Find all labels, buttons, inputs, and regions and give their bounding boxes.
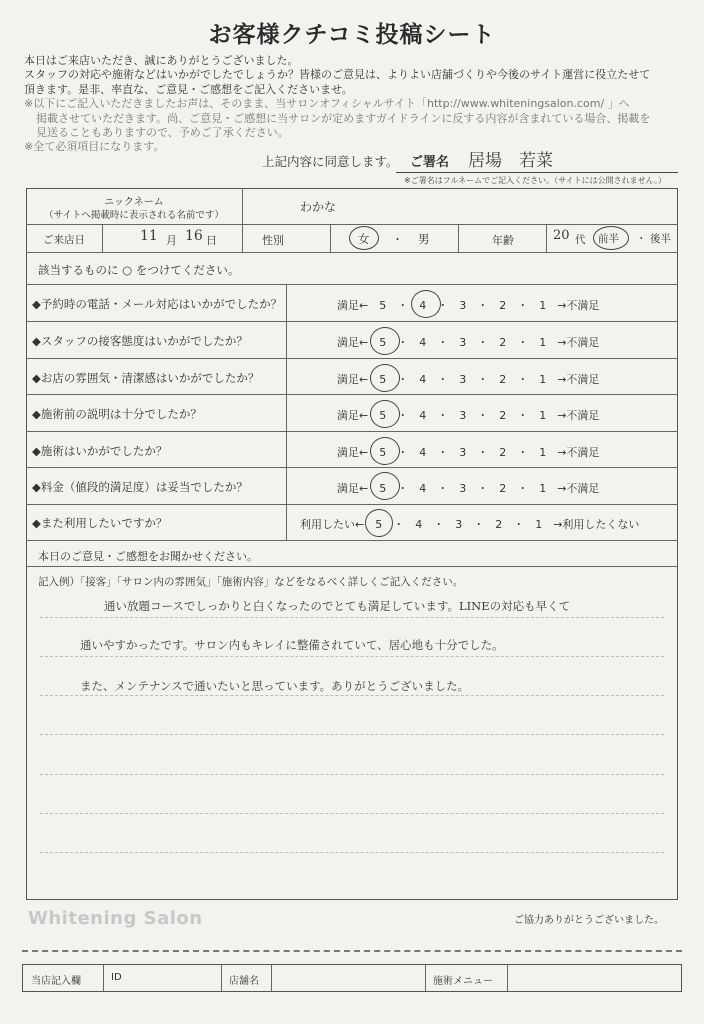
intro-note: 掲載させていただきます。尚、ご意見・ご感想に当サロンが定めますガイドラインに反する内容が含まれている場合、掲載を xyxy=(36,111,651,125)
gender-selected-circle xyxy=(349,226,379,250)
column-divider xyxy=(221,965,222,991)
intro-text xyxy=(24,54,684,155)
comment-line[interactable]: また、メンテナンスで通いたいと思っています。ありがとうございました。 xyxy=(80,679,470,693)
nickname-sublabel: （サイトへ掲載時に表示される名前です） xyxy=(44,210,224,221)
column-divider xyxy=(546,224,547,252)
row-divider xyxy=(26,284,678,285)
column-divider xyxy=(330,224,331,252)
rating-selected-circle xyxy=(365,509,393,537)
age-first-half-option[interactable]: 前半 xyxy=(598,233,619,245)
question-label: ◆施術はいかがでしたか？ xyxy=(32,444,168,458)
writing-line xyxy=(40,813,664,814)
row-divider xyxy=(26,252,678,253)
column-divider xyxy=(425,965,426,991)
column-divider xyxy=(458,224,459,252)
rating-selected-circle xyxy=(370,364,400,392)
signature-label: ご署名 xyxy=(410,155,450,170)
visit-month-field[interactable]: 11 xyxy=(140,228,158,244)
writing-line xyxy=(40,852,664,853)
id-label: ID xyxy=(111,972,122,983)
intro-note: 見送ることもありますので、予めご了承ください。 xyxy=(36,126,289,140)
writing-line xyxy=(40,695,664,696)
row-divider xyxy=(26,321,678,322)
rating-scale[interactable]: 満足← 5 ・ 4 ・ 3 ・ 2 ・ 1 →不満足 xyxy=(337,482,600,495)
column-divider xyxy=(103,965,104,991)
signature-field[interactable]: 居場 若菜 xyxy=(468,151,553,171)
rating-selected-circle xyxy=(370,437,400,465)
rating-scale[interactable]: 満足← 5 ・ 4 ・ 3 ・ 2 ・ 1 →不満足 xyxy=(337,446,600,459)
age-selected-circle xyxy=(593,226,629,250)
nickname-label: ニックネーム xyxy=(104,197,164,208)
question-label: ◆料金（値段的満足度）は妥当でしたか？ xyxy=(32,480,248,494)
rating-instruction: 該当するものに ○ をつけてください。 xyxy=(38,263,240,277)
row-divider xyxy=(26,540,678,541)
row-divider xyxy=(26,566,678,567)
rating-scale[interactable]: 利用したい← 5 ・ 4 ・ 3 ・ 2 ・ 1 →利用したくない xyxy=(300,518,640,531)
cut-line xyxy=(22,950,682,952)
rating-selected-circle xyxy=(411,290,441,318)
gender-label: 性別 xyxy=(262,234,284,247)
intro-note: ※全て必須項目になります。 xyxy=(24,140,165,154)
visit-date-label: ご来店日 xyxy=(43,234,85,246)
thanks-text: ご協力ありがとうございました。 xyxy=(514,915,664,926)
agreement-text: 上記内容に同意します。 xyxy=(262,154,399,169)
question-label: ◆お店の雰囲気・清潔感はいかがでしたか？ xyxy=(32,371,260,385)
column-divider xyxy=(286,284,287,540)
question-label: ◆スタッフの接客態度はいかがでしたか？ xyxy=(32,334,248,348)
gender-female-option[interactable]: 女 xyxy=(358,232,370,246)
store-use-box xyxy=(22,964,682,992)
day-unit: 日 xyxy=(206,234,217,247)
gender-male-option[interactable]: 男 xyxy=(418,232,430,246)
rating-scale[interactable]: 満足← 5 ・ 4 ・ 3 ・ 2 ・ 1 →不満足 xyxy=(337,373,600,386)
column-divider xyxy=(271,965,272,991)
age-field[interactable]: 20 xyxy=(553,228,570,243)
writing-line xyxy=(40,617,664,618)
store-name-label: 店舗名 xyxy=(229,976,259,987)
question-label: ◆施術前の説明は十分でしたか？ xyxy=(32,407,202,421)
treatment-menu-label: 施術メニュー xyxy=(433,976,493,987)
column-divider xyxy=(507,965,508,991)
age-label: 年齢 xyxy=(492,234,514,247)
comments-header: 本日のご意見・ご感想をお聞かせください。 xyxy=(38,550,258,563)
gender-separator: ・ xyxy=(392,233,403,246)
nickname-field[interactable]: わかな xyxy=(300,200,337,214)
rating-selected-circle xyxy=(370,472,400,500)
column-divider xyxy=(242,188,243,252)
visit-day-field[interactable]: 16 xyxy=(185,228,203,244)
month-unit: 月 xyxy=(166,234,177,247)
signature-note: ※ご署名はフルネームでご記入ください。（サイトには公開されません。） xyxy=(404,176,667,185)
survey-form xyxy=(26,188,678,900)
intro-line: 頂きます。是非、率直な、ご意見・ご感想をご記入くださいませ。 xyxy=(24,82,353,96)
rating-selected-circle xyxy=(370,400,400,428)
writing-line xyxy=(40,774,664,775)
rating-scale[interactable]: 満足← 5 ・ 4 ・ 3 ・ 2 ・ 1 →不満足 xyxy=(337,299,600,312)
row-divider xyxy=(26,394,678,395)
intro-line: スタッフの対応や施術などはいかがでしたでしょうか？皆様のご意見は、よりよい店舗づくりや今後のサイト運営に役立たせて xyxy=(24,68,651,82)
row-divider xyxy=(26,504,678,505)
comments-example: 記入例）「接客」「サロン内の雰囲気」「施術内容」などをなるべく詳しくご記入ください。 xyxy=(38,576,464,588)
row-divider xyxy=(26,224,678,225)
row-divider xyxy=(26,431,678,432)
sheet-title: お客様クチコミ投稿シート xyxy=(208,22,496,48)
rating-scale[interactable]: 満足← 5 ・ 4 ・ 3 ・ 2 ・ 1 →不満足 xyxy=(337,409,600,422)
intro-note: ※以下にご記入いただきましたお声は、そのまま、当サロンオフィシャルサイト「http://www.whiteningsalon.com/ 」へ xyxy=(24,97,630,111)
row-divider xyxy=(26,467,678,468)
writing-line xyxy=(40,656,664,657)
comment-line[interactable]: 通い放題コースでしっかりと白くなったのでとても満足しています。LINEの対応も早くて xyxy=(104,599,571,613)
age-separator: ・ xyxy=(636,233,647,245)
comment-line[interactable]: 通いやすかったです。サロン内もキレイに整備されていて、居心地も十分でした。 xyxy=(80,638,504,652)
intro-line: 本日はご来店いただき、誠にありがとうございました。 xyxy=(24,54,299,67)
writing-line xyxy=(40,734,664,735)
store-use-label: 当店記入欄 xyxy=(31,976,81,987)
question-label: ◆予約時の電話・メール対応はいかがでしたか？ xyxy=(32,297,283,311)
question-label: ◆また利用したいですか？ xyxy=(32,516,168,530)
age-second-half-option[interactable]: 後半 xyxy=(650,233,671,245)
salon-logo: Whitening Salon xyxy=(28,908,203,929)
row-divider xyxy=(26,358,678,359)
column-divider xyxy=(102,224,103,252)
rating-selected-circle xyxy=(370,327,400,355)
signature-underline xyxy=(396,172,678,173)
rating-scale[interactable]: 満足← 5 ・ 4 ・ 3 ・ 2 ・ 1 →不満足 xyxy=(337,336,600,349)
age-unit: 代 xyxy=(575,234,586,246)
